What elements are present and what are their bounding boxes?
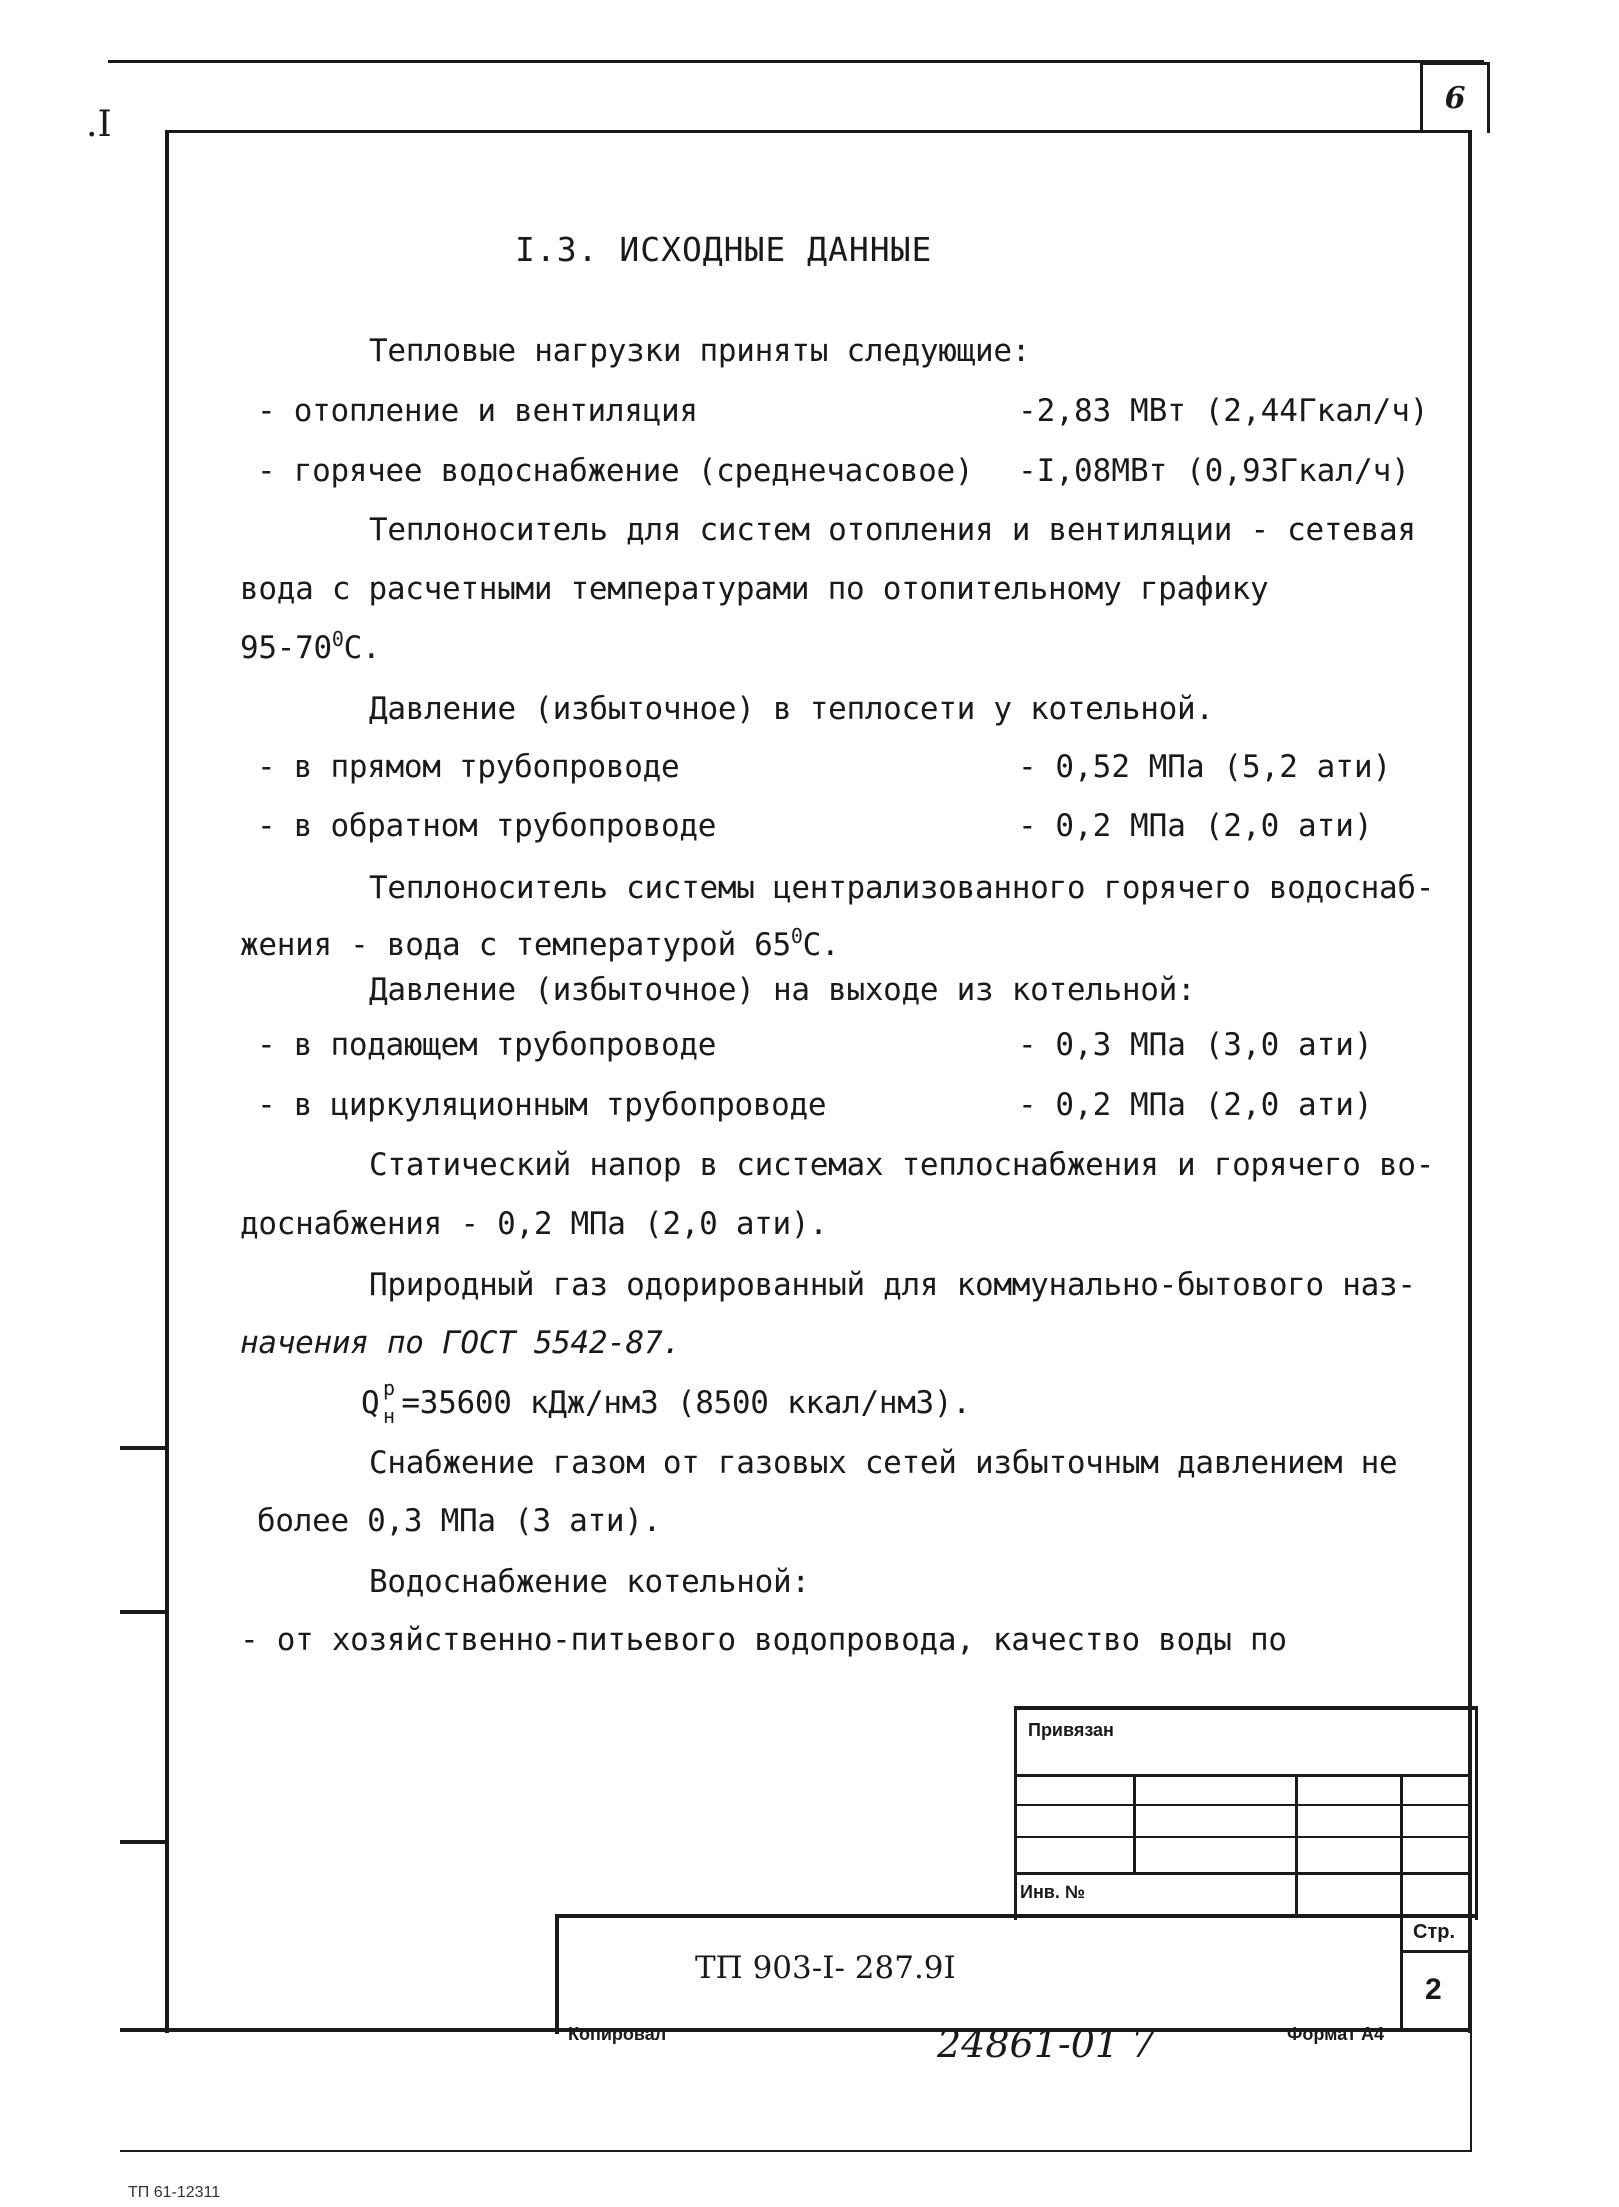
text-line: Теплоноситель для систем отопления и вентиляции - сетевая [369, 512, 1416, 548]
text-line: Статический напор в системах теплоснабжения и горячего во- [369, 1147, 1435, 1183]
text-fragment: =35600 кДж/нм3 (8500 ккал/нм3). [401, 1385, 971, 1421]
q-sup: р [383, 1376, 395, 1400]
text-line: Водоснабжение котельной: [369, 1564, 810, 1600]
margin-tick-3 [120, 1840, 166, 1844]
text-value: - 0,3 МПа (3,0 ати) [1018, 1027, 1373, 1063]
text-fragment: С. [802, 927, 840, 963]
stamp-divider [1295, 1774, 1298, 1914]
page-number: 6 [1420, 62, 1490, 133]
margin-tick-2 [120, 1610, 166, 1614]
text-line: Снабжение газом от газовых сетей избыточным давлением не [369, 1445, 1398, 1481]
text-fragment: жения - вода с температурой 65 [240, 927, 791, 963]
text-line: Давление (избыточное) на выходе из котельной: [369, 972, 1196, 1008]
margin-tick-1 [120, 1446, 166, 1450]
text-value: - 0,2 МПа (2,0 ати) [1018, 808, 1373, 844]
outer-bottom-rule [120, 2150, 1472, 2152]
stamp-rule [1014, 1774, 1472, 1777]
text-line: - от хозяйственно-питьевого водопровода, качество воды по [240, 1622, 1287, 1658]
document-code: ТП 903-I- 287.9I [695, 1950, 956, 1986]
text-line: более 0,3 МПа (3 ати). [257, 1503, 661, 1539]
format-label: Формат А4 [1287, 2024, 1385, 2044]
q-sub: н [383, 1404, 395, 1428]
text-line: - в обратном трубопроводе [257, 808, 717, 844]
text-fragment: С. [343, 630, 381, 666]
text-line [361, 1376, 971, 1428]
text-line: - в прямом трубопроводе [257, 749, 680, 785]
text-line [240, 627, 381, 666]
text-line [240, 924, 840, 963]
text-line: - горячее водоснабжение (среднечасовое) [257, 453, 974, 489]
q-symbol [361, 1376, 395, 1428]
text-fragment: 95-70 [240, 630, 332, 666]
handwritten-number: 24861-01 7 [937, 2022, 1156, 2066]
text-line: Теплоноситель системы централизованного горячего водоснаб- [369, 870, 1435, 906]
text-line: начения по ГОСТ 5542-87. [240, 1325, 681, 1361]
text-line: Давление (избыточное) в теплосети у котельной. [369, 691, 1214, 727]
stamp-privyazan: Привязан [1028, 1720, 1114, 1740]
copied-label: Копировал [568, 2024, 667, 2044]
text-value: - 0,52 МПа (5,2 ати) [1018, 749, 1392, 785]
text-line: - в подающем трубопроводе [257, 1027, 717, 1063]
degree-sup: 0 [790, 924, 803, 948]
degree-sup: 0 [331, 627, 344, 651]
text-line: Природный газ одорированный для коммунально-бытового наз- [369, 1267, 1416, 1303]
stamp-rule [1014, 1872, 1472, 1875]
margin-mark: .I [86, 104, 112, 145]
section-title: I.3. ИСХОДНЫЕ ДАННЫЕ [515, 230, 933, 269]
sheet-cell-rule [1400, 1950, 1472, 1953]
outer-right-rule [1470, 130, 1472, 2152]
text-value: -I,08МВт (0,93Гкал/ч) [1018, 453, 1410, 489]
sheet-label: Стр. [1413, 1921, 1456, 1943]
stamp-rule [1014, 1804, 1472, 1806]
sheet-number: 2 [1425, 1973, 1442, 2006]
text-line: - в циркуляционным трубопроводе [257, 1087, 827, 1123]
bottom-note: ТП 61-12311 [128, 2184, 221, 2201]
stamp-divider [1133, 1774, 1136, 1874]
text-line: доснабжения - 0,2 МПа (2,0 ати). [240, 1206, 828, 1242]
text-line: - отопление и вентиляция [257, 393, 698, 429]
text-value: -2,83 МВт (2,44Гкал/ч) [1018, 393, 1429, 429]
q-letter: Q [361, 1385, 380, 1421]
top-rule [108, 60, 1484, 63]
stamp-inv-no: Инв. № [1020, 1882, 1085, 1902]
text-value: - 0,2 МПа (2,0 ати) [1018, 1087, 1373, 1123]
title-block [555, 1914, 1476, 2034]
text-line: Тепловые нагрузки приняты следующие: [369, 333, 1031, 369]
text-line: вода с расчетными температурами по отопительному графику [240, 571, 1269, 607]
stamp-rule [1014, 1836, 1472, 1838]
